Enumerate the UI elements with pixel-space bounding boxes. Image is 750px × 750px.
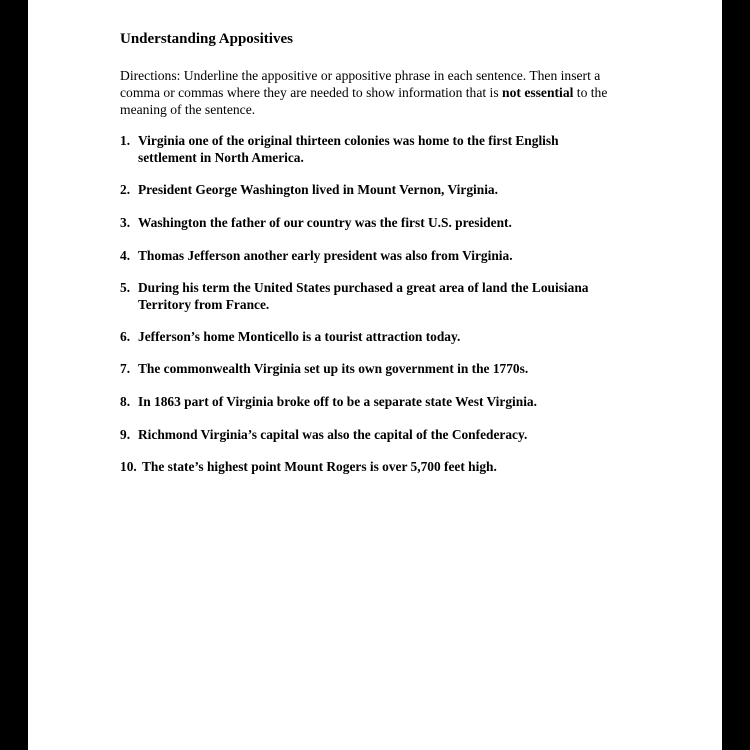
directions-emphasis: not essential — [502, 85, 574, 100]
question-text: The state’s highest point Mount Rogers is over 5,700 feet high. — [142, 459, 497, 474]
question-10 — [120, 458, 632, 475]
question-text: President George Washington lived in Mount Vernon, Virginia. — [138, 182, 498, 197]
directions-part2: to the meaning of the sentence. — [120, 85, 608, 117]
question-text: Richmond Virginia’s capital was also the capital of the Confederacy. — [138, 427, 528, 442]
question-text: Jefferson’s home Monticello is a tourist attraction today. — [138, 329, 461, 344]
question-number: 8. — [120, 394, 131, 409]
worksheet-page — [28, 0, 722, 750]
question-text: Washington the father of our country was the first U.S. president. — [138, 215, 512, 230]
question-1 — [120, 132, 590, 166]
question-text: In 1863 part of Virginia broke off to be a separate state West Virginia. — [138, 394, 537, 409]
question-number: 4. — [120, 248, 131, 263]
question-number: 1. — [120, 133, 131, 148]
question-2 — [120, 181, 628, 198]
question-number: 10. — [120, 459, 137, 474]
question-7 — [120, 360, 628, 377]
question-3 — [120, 214, 628, 231]
question-text: During his term the United States purchased a great area of land the Louisiana Territory from France. — [138, 280, 589, 312]
question-number: 7. — [120, 361, 131, 376]
question-text: Thomas Jefferson another early president was also from Virginia. — [138, 248, 513, 263]
question-5 — [120, 279, 628, 313]
question-text: Virginia one of the original thirteen colonies was home to the first English settlement in North America. — [138, 133, 559, 165]
question-text: The commonwealth Virginia set up its own government in the 1770s. — [138, 361, 529, 376]
question-number: 9. — [120, 427, 131, 442]
question-6 — [120, 328, 628, 345]
page-title: Understanding Appositives — [120, 31, 293, 47]
question-number: 5. — [120, 280, 131, 295]
question-number: 2. — [120, 182, 131, 197]
question-8 — [120, 393, 628, 410]
question-number: 6. — [120, 329, 131, 344]
directions-text — [120, 67, 640, 118]
question-4 — [120, 247, 628, 264]
question-9 — [120, 426, 628, 443]
question-number: 3. — [120, 215, 131, 230]
directions-part1: Directions: Underline the appositive or appositive phrase in each sentence. Then insert a comma or commas where they are needed to show information that is — [120, 68, 601, 100]
